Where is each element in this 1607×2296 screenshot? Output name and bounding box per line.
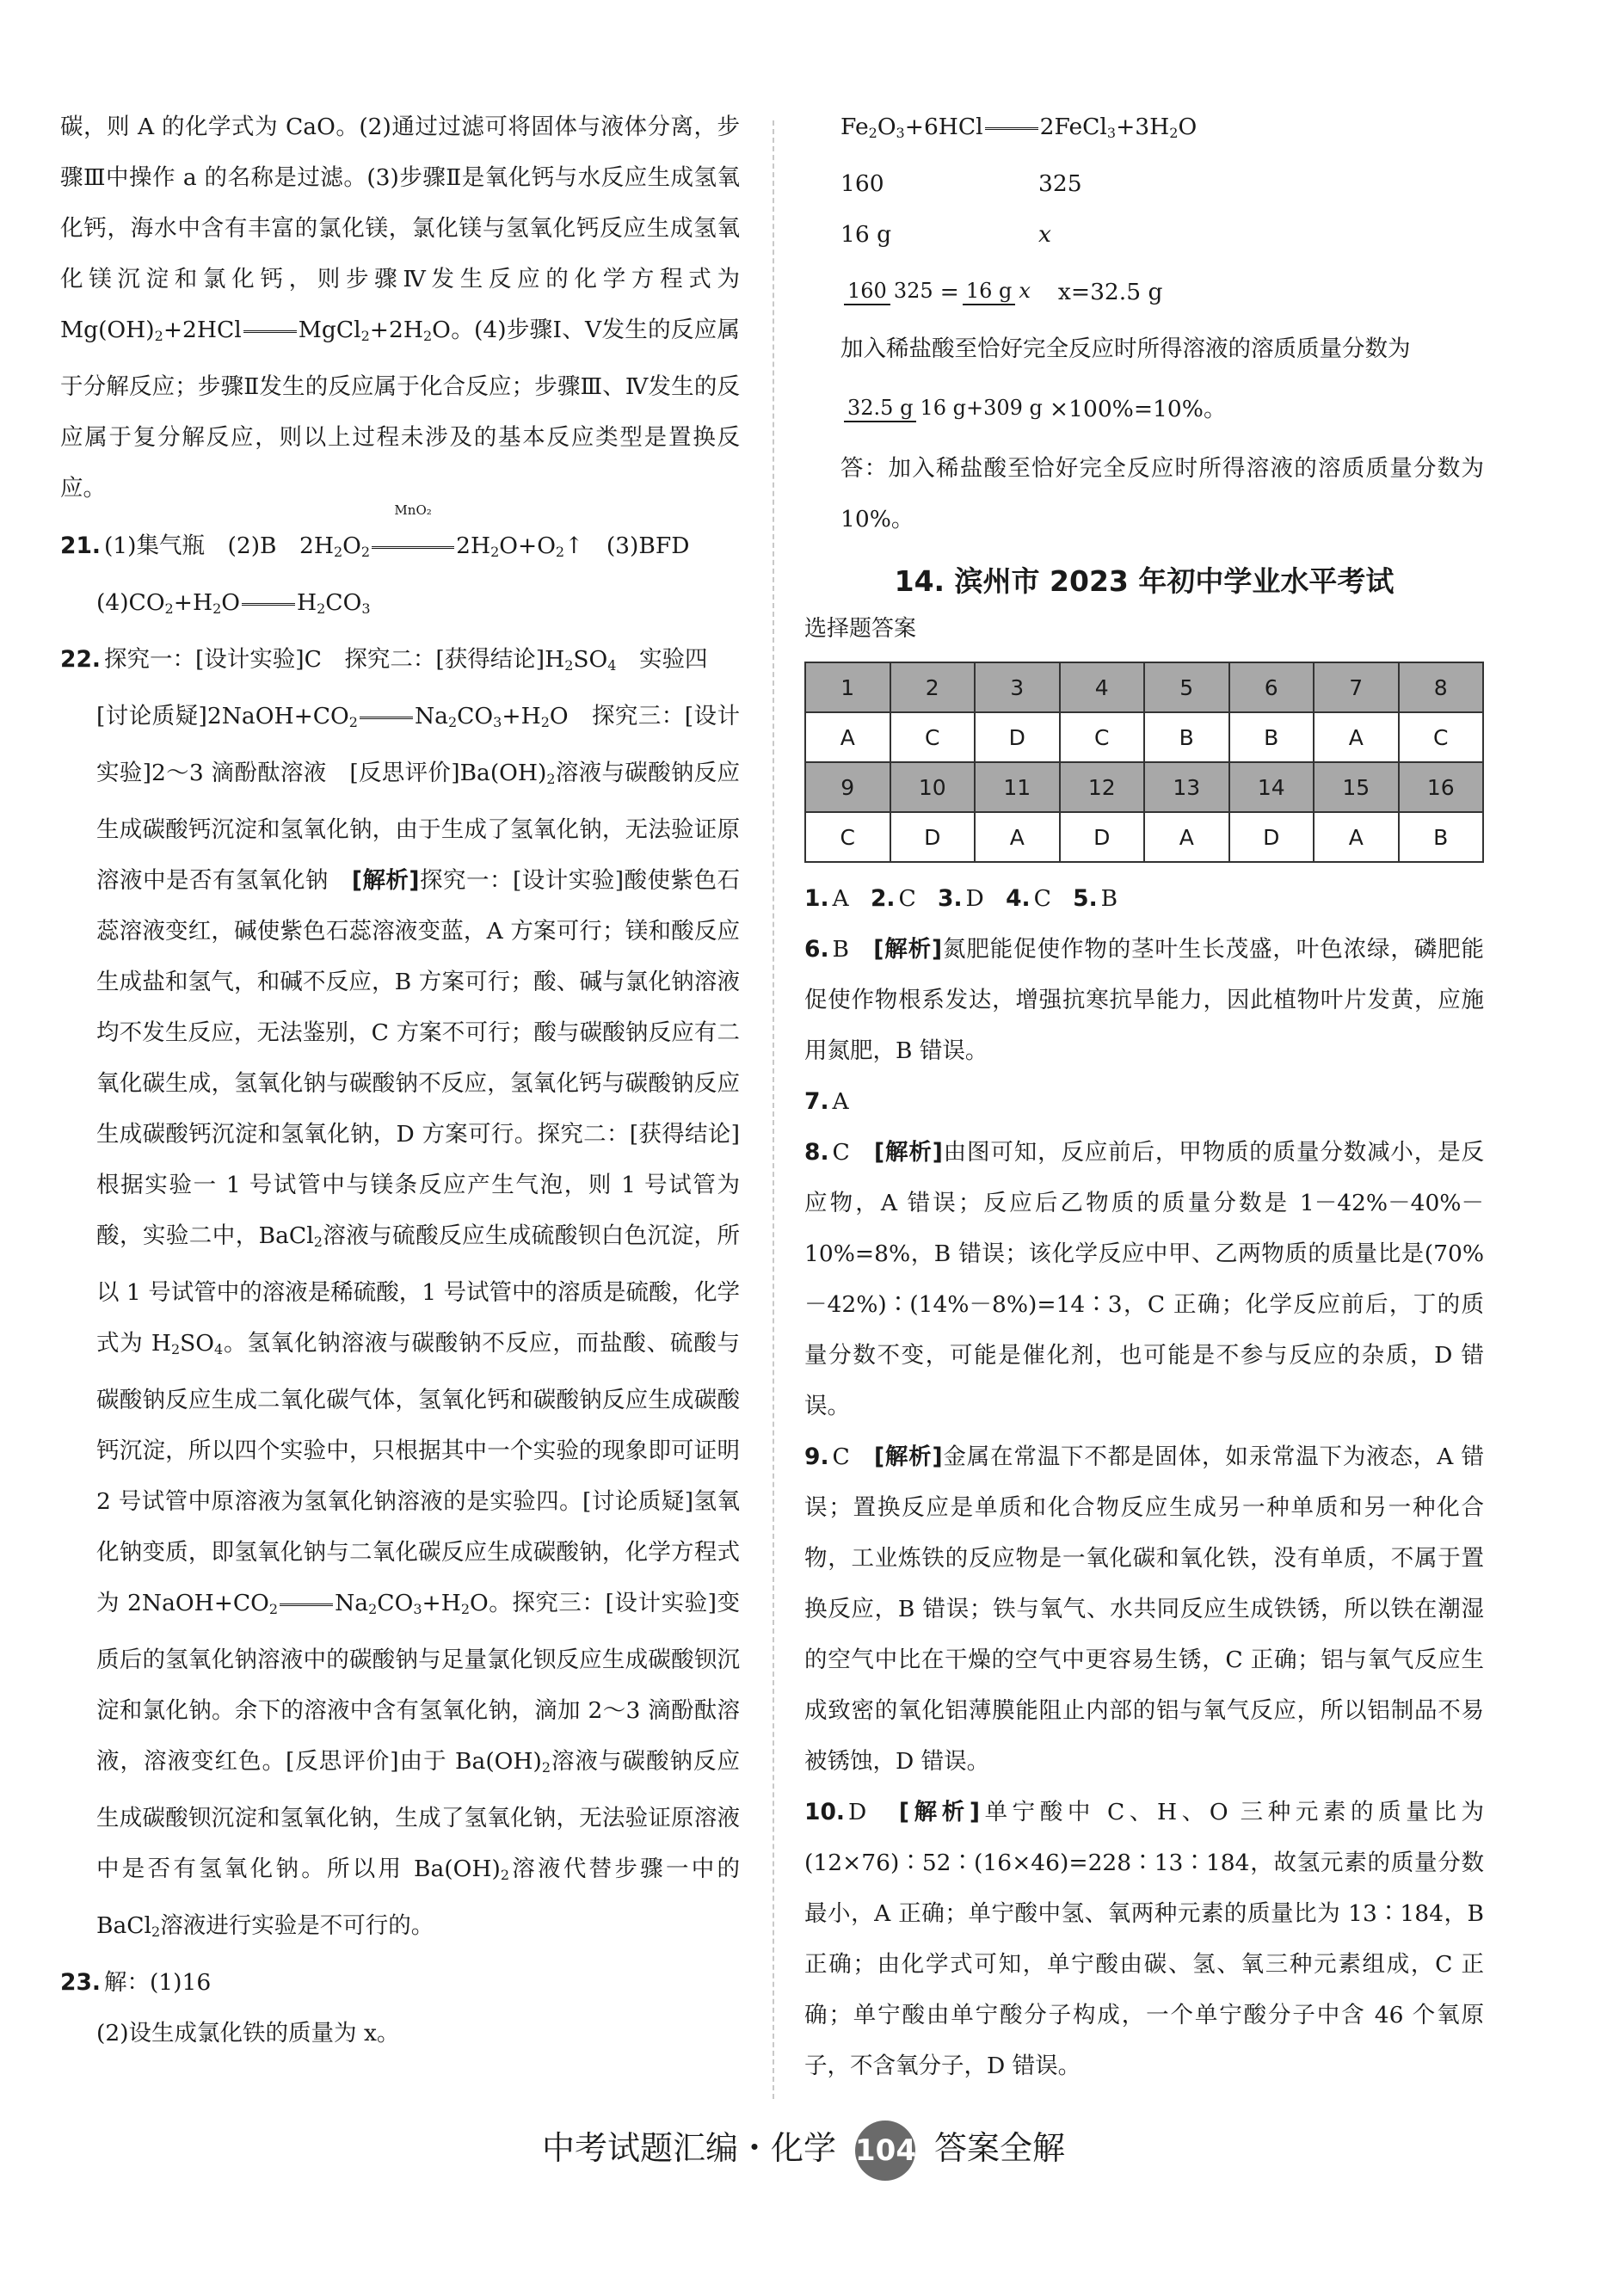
section-title: 14. 滨州市 2023 年初中学业水平考试	[894, 564, 1395, 598]
question-9: 9. C [解析]金属在常温下不都是固体，如汞常温下为液态，A 错误；置换反应是单质和化合物反应生成另一种单质和另一种化合物，工业炼铁的反应物是一氧化碳和氧化铁，没有单质，不属于置换反应，B 错误；铁与氧气、水共同反应生成铁锈，所以铁在潮湿的空气中比在干燥的空气中更容易生锈，C 正确；铝与氧气反应生成致密的氧化铝薄膜能阻止内部的铝与氧气反应，所以铝制品不易被锈蚀，D 错误。	[804, 1443, 1485, 1775]
question-21-line2: $(4)CO_2+H_2O$ $H_2CO_3$	[96, 589, 371, 617]
question-8: 8. C [解析]由图可知，反应前后，甲物质的质量分数减小，是反应物，A 错误；反应后乙物质的质量分数是 1－42%－40%－10%=8%，B 错误；该化学反应中甲、乙两物质的质量比是(70%－42%)∶(14%－8%)=14∶3，C 正确；化学反应前后，丁的质量分数不变，可能是催化剂，也可能是不参与反应的杂质，D 错误。	[804, 1139, 1485, 1419]
fraction-160-325: 160 325	[844, 278, 937, 305]
question-23: 23. 解：(1)16	[60, 1969, 212, 1996]
table-row: 1 2 3 4 5 6 7 8	[805, 662, 1483, 712]
fraction-16g-x: 16 g x	[963, 278, 1034, 305]
question-7: 7. A	[804, 1088, 849, 1115]
question-22: 22. 探究一：[设计实验]C 探究二：[获得结论]$H_2SO_4$ 实验四	[60, 646, 708, 674]
q20-continued: 碳，则 A 的化学式为 CaO。(2)通过过滤可将固体与液体分离，步骤Ⅲ中操作 a 的名称是过滤。(3)步骤Ⅱ是氧化钙与水反应生成氢氧化钙，海水中含有丰富的氯化镁，氯化镁与氢氧化钙反应生成氢氧化镁沉淀和氯化钙，则步骤Ⅳ发生反应的化学方程式为 $Mg(OH)_2+2HCl$ $MgCl_2+2H_2O$。(4)步骤Ⅰ、Ⅴ发生的反应属于分解反应；步骤Ⅱ发生的反应属于化合反应；步骤Ⅲ、Ⅳ发生的反应属于复分解反应，则以上过程未涉及的基本反应类型是置换反应。	[60, 114, 740, 502]
page-number: 104	[855, 2121, 915, 2181]
answer-statement: 答：加入稀盐酸至恰好完全反应时所得溶液的溶质质量分数为 10%。	[840, 455, 1484, 532]
answer-table	[804, 662, 1484, 863]
fe2o3-equation: $Fe_2O_3+6HCl$ $2FeCl_3+3H_2O$	[840, 114, 1198, 141]
table-row: A C D C B B A C	[805, 712, 1483, 762]
table-row: C D A D A D A B	[805, 812, 1483, 862]
reaction-arrow: MnO₂	[370, 520, 456, 571]
footer-book-title: 中考试题汇编・化学	[541, 2129, 836, 2167]
right-column	[804, 102, 1484, 2091]
footer-subtitle: 答案全解	[934, 2129, 1066, 2167]
percentage-row: 32.5 g 16 g+309 g ×100%=10%。	[804, 374, 1484, 443]
column-divider	[773, 120, 774, 2099]
question-10: 10. D [解析]单宁酸中 C、H、O 三种元素的质量比为(12×76)∶52∶(16×46)=228∶13∶184，故氢元素的质量分数最小，A 正确；单宁酸中氢、氧两种元素的质量比为 13∶184，B 正确；由化学式可知，单宁酸由碳、氢、氧三种元素组成，C 正确；单宁酸由单宁酸分子构成，一个单宁酸分子中含 46 个氧原子，不含氧分子，D 错误。	[804, 1799, 1484, 2079]
page-footer	[0, 2118, 1607, 2181]
answers-1-to-5: 1. A 2. C 3. D 4. C 5. B	[804, 885, 1118, 912]
mass-row-1: 160 325	[840, 170, 1082, 197]
table-row: 9 10 11 12 13 14 15 16	[805, 762, 1483, 812]
equals-sign	[243, 330, 297, 333]
left-column	[60, 102, 740, 2059]
question-6: 6. B [解析]氮肥能促使作物的茎叶生长茂盛，叶色浓绿，磷肥能促使作物根系发达，增强抗寒抗旱能力，因此植物叶片发黄，应施用氮肥，B 错误。	[804, 936, 1484, 1064]
question-22-body: [讨论质疑]$2NaOH+CO_2$ $Na_2CO_3+H_2O$ 探究三：[设计实验]2～3 滴酚酞溶液 [反思评价]$Ba(OH)_2$溶液与碳酸钠反应生成碳酸钙沉淀和氢氧化钠，由于生成了氢氧化钠，无法验证原溶液中是否有氢氧化钠 [解析]探究一：[设计实验]酸使紫色石蕊溶液变红，碱使紫色石蕊溶液变蓝，A 方案可行；镁和酸反应生成盐和氢气，和碱不反应，B 方案可行；酸、碱与氯化钠溶液均不发生反应，无法鉴别，C 方案不可行；酸与碳酸钠反应有二氧化碳生成，氢氧化钠与碳酸钠不反应，氢氧化钙与碳酸钠反应生成碳酸钙沉淀和氢氧化钠，D 方案可行。探究二：[获得结论]根据实验一 1 号试管中与镁条反应产生气泡，则 1 号试管为酸，实验二中，BaCl$_2$溶液与硫酸反应生成硫酸钡白色沉淀，所以 1 号试管中的溶液是稀硫酸，1 号试管中的溶质是硫酸，化学式为 $H_2SO_4$。氢氧化钠溶液与碳酸钠不反应，而盐酸、硫酸与碳酸钠反应生成二氧化碳气体，氢氧化钙和碳酸钠反应生成碳酸钙沉淀，所以四个实验中，只根据其中一个实验的现象即可证明 2 号试管中原溶液为氢氧化钠溶液的是实验四。[讨论质疑]氢氧化钠变质，即氢氧化钠与二氧化碳反应生成碳酸钠，化学方程式为 $2NaOH+CO_2$ $Na_2CO_3+H_2O$。探究三：[设计实验]变质后的氢氧化钠溶液中的碳酸钠与足量氯化钡反应生成碳酸钡沉淀和氯化钠。余下的溶液中含有氢氧化钠，滴加 2～3 滴酚酞溶液，溶液变红色。[反思评价]由于 $Ba(OH)_2$溶液与碳酸钠反应生成碳酸钡沉淀和氢氧化钠，生成了氢氧化钠，无法验证原溶液中是否有氢氧化钠。所以用 $Ba(OH)_2$溶液代替步骤一中的 BaCl$_2$溶液进行实验是不可行的。	[96, 703, 741, 1940]
mass-row-2: 16 g x	[840, 221, 1051, 248]
question-21: 21. (1)集气瓶 (2)B $2H_2O_2$ MnO₂ $2H_2O+O_2↑$ (3)BFD	[60, 520, 740, 577]
mass-fraction-text: 加入稀盐酸至恰好完全反应时所得溶液的溶质质量分数为	[840, 335, 1411, 362]
question-23-part2: (2)设生成氯化铁的质量为 x。	[96, 2020, 400, 2047]
choice-answer-label: 选择题答案	[804, 616, 917, 642]
proportion-row: 160 325 = 16 g x x=32.5 g	[804, 260, 1484, 323]
fraction-mass: 32.5 g 16 g+309 g	[844, 395, 1046, 422]
